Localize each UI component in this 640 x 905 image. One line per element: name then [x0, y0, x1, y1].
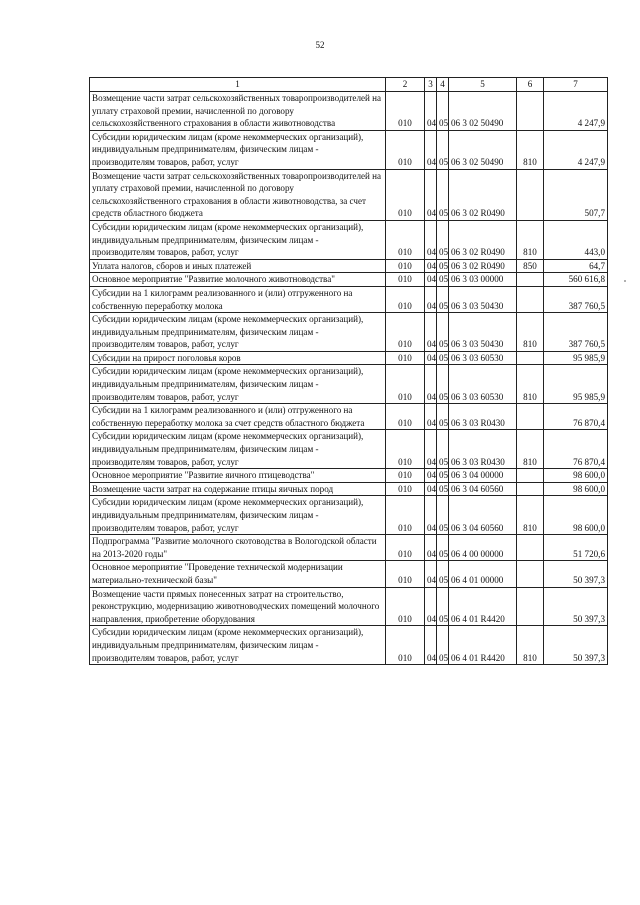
amount-cell: 387 760,5	[544, 286, 608, 312]
ministry-code-cell: 010	[386, 365, 425, 404]
name-cell: Субсидии юридическим лицам (кроме некоммерческих организаций), индивидуальным предпринимателям, физическим лицам - производителям товаров, работ, услуг	[90, 313, 386, 352]
ministry-code-cell: 010	[386, 626, 425, 665]
ministry-code-cell: 010	[386, 220, 425, 259]
target-article-cell: 06 3 04 60560	[449, 496, 517, 535]
amount-cell: 4 247,9	[544, 92, 608, 131]
expense-type-cell: 810	[517, 220, 544, 259]
subsection-cell: 05	[437, 130, 449, 169]
section-cell: 04	[425, 220, 437, 259]
target-article-cell: 06 3 02 R0490	[449, 259, 517, 273]
section-cell: 04	[425, 626, 437, 665]
target-article-cell: 06 3 04 00000	[449, 469, 517, 483]
amount-cell: 76 870,4	[544, 404, 608, 430]
ministry-code-cell: 010	[386, 535, 425, 561]
header-cell: 2	[386, 78, 425, 92]
table-row	[90, 273, 608, 287]
amount-cell: 98 600,0	[544, 469, 608, 483]
target-article-cell: 06 3 03 50430	[449, 313, 517, 352]
header-cell: 1	[90, 78, 386, 92]
expense-type-cell: 850	[517, 259, 544, 273]
expense-type-cell	[517, 92, 544, 131]
name-cell: Субсидии на прирост поголовья коров	[90, 351, 386, 365]
table-row	[90, 259, 608, 273]
expense-type-cell	[517, 169, 544, 220]
amount-cell: 50 397,3	[544, 587, 608, 626]
section-cell: 04	[425, 430, 437, 469]
name-cell: Основное мероприятие "Развитие молочного животноводства"	[90, 273, 386, 287]
name-cell: Возмещение части прямых понесенных затрат на строительство, реконструкцию, модернизацию животноводческих помещений молочного направления, приобретение оборудования	[90, 587, 386, 626]
expense-type-cell: 810	[517, 626, 544, 665]
ministry-code-cell: 010	[386, 351, 425, 365]
name-cell: Субсидии на 1 килограмм реализованного и (или) отгруженного на собственную переработку молока за счет средств областного бюджета	[90, 404, 386, 430]
name-cell: Субсидии юридическим лицам (кроме некоммерческих организаций), индивидуальным предпринимателям, физическим лицам - производителям товаров, работ, услуг	[90, 626, 386, 665]
expense-type-cell: 810	[517, 430, 544, 469]
expense-type-cell	[517, 561, 544, 587]
table-row	[90, 626, 608, 665]
amount-cell: 50 397,3	[544, 626, 608, 665]
subsection-cell: 05	[437, 220, 449, 259]
subsection-cell: 05	[437, 482, 449, 496]
expense-type-cell	[517, 469, 544, 483]
target-article-cell: 06 3 03 50430	[449, 286, 517, 312]
amount-cell: 387 760,5	[544, 313, 608, 352]
ministry-code-cell: 010	[386, 286, 425, 312]
table-row	[90, 561, 608, 587]
ministry-code-cell: 010	[386, 496, 425, 535]
ministry-code-cell: 010	[386, 587, 425, 626]
section-cell: 04	[425, 365, 437, 404]
ministry-code-cell: 010	[386, 469, 425, 483]
target-article-cell: 06 3 02 50490	[449, 130, 517, 169]
expense-type-cell	[517, 587, 544, 626]
section-cell: 04	[425, 273, 437, 287]
target-article-cell: 06 4 01 R4420	[449, 626, 517, 665]
table-row	[90, 535, 608, 561]
table-row	[90, 169, 608, 220]
section-cell: 04	[425, 286, 437, 312]
table-row	[90, 404, 608, 430]
expense-type-cell	[517, 482, 544, 496]
subsection-cell: 05	[437, 561, 449, 587]
subsection-cell: 05	[437, 404, 449, 430]
expense-type-cell: 810	[517, 313, 544, 352]
section-cell: 04	[425, 496, 437, 535]
header-row	[90, 78, 608, 92]
table-row	[90, 286, 608, 312]
ministry-code-cell: 010	[386, 130, 425, 169]
amount-cell: 95 985,9	[544, 365, 608, 404]
table-row	[90, 351, 608, 365]
name-cell: Возмещение части затрат сельскохозяйственных товаропроизводителей на уплату страховой премии, начисленной по договору сельскохозяйственного страхования в области животноводства	[90, 92, 386, 131]
expense-type-cell	[517, 351, 544, 365]
page-number: 52	[315, 40, 325, 50]
expense-type-cell	[517, 404, 544, 430]
expense-type-cell	[517, 273, 544, 287]
target-article-cell: 06 3 03 60530	[449, 351, 517, 365]
ministry-code-cell: 010	[386, 404, 425, 430]
name-cell: Субсидии юридическим лицам (кроме некоммерческих организаций), индивидуальным предпринимателям, физическим лицам - производителям товаров, работ, услуг	[90, 496, 386, 535]
amount-cell: 4 247,9	[544, 130, 608, 169]
budget-table	[89, 77, 608, 665]
target-article-cell: 06 4 00 00000	[449, 535, 517, 561]
target-article-cell: 06 3 03 R0430	[449, 404, 517, 430]
name-cell: Уплата налогов, сборов и иных платежей	[90, 259, 386, 273]
section-cell: 04	[425, 535, 437, 561]
target-article-cell: 06 4 01 00000	[449, 561, 517, 587]
header-cell: 6	[517, 78, 544, 92]
table-row	[90, 496, 608, 535]
section-cell: 04	[425, 92, 437, 131]
amount-cell: 50 397,3	[544, 561, 608, 587]
name-cell: Субсидии на 1 килограмм реализованного и (или) отгруженного на собственную переработку молока	[90, 286, 386, 312]
subsection-cell: 05	[437, 626, 449, 665]
ministry-code-cell: 010	[386, 92, 425, 131]
subsection-cell: 05	[437, 259, 449, 273]
table-row	[90, 92, 608, 131]
target-article-cell: 06 4 01 R4420	[449, 587, 517, 626]
section-cell: 04	[425, 482, 437, 496]
table-row	[90, 313, 608, 352]
subsection-cell: 05	[437, 286, 449, 312]
amount-cell: 560 616,8	[544, 273, 608, 287]
subsection-cell: 05	[437, 351, 449, 365]
expense-type-cell: 810	[517, 130, 544, 169]
target-article-cell: 06 3 02 R0490	[449, 169, 517, 220]
header-cell: 7	[544, 78, 608, 92]
section-cell: 04	[425, 169, 437, 220]
subsection-cell: 05	[437, 469, 449, 483]
section-cell: 04	[425, 130, 437, 169]
table-row	[90, 220, 608, 259]
name-cell: Субсидии юридическим лицам (кроме некоммерческих организаций), индивидуальным предпринимателям, физическим лицам - производителям товаров, работ, услуг	[90, 130, 386, 169]
section-cell: 04	[425, 587, 437, 626]
table-row	[90, 430, 608, 469]
amount-cell: 507,7	[544, 169, 608, 220]
name-cell: Субсидии юридическим лицам (кроме некоммерческих организаций), индивидуальным предпринимателям, физическим лицам - производителям товаров, работ, услуг	[90, 430, 386, 469]
target-article-cell: 06 3 03 R0430	[449, 430, 517, 469]
target-article-cell: 06 3 03 60530	[449, 365, 517, 404]
amount-cell: 64,7	[544, 259, 608, 273]
target-article-cell: 06 3 03 00000	[449, 273, 517, 287]
amount-cell: 51 720,6	[544, 535, 608, 561]
ministry-code-cell: 010	[386, 430, 425, 469]
expense-type-cell	[517, 535, 544, 561]
table-row	[90, 587, 608, 626]
subsection-cell: 05	[437, 273, 449, 287]
amount-cell: 76 870,4	[544, 430, 608, 469]
ministry-code-cell: 010	[386, 273, 425, 287]
table-row	[90, 469, 608, 483]
subsection-cell: 05	[437, 365, 449, 404]
name-cell: Возмещение части затрат сельскохозяйственных товаропроизводителей на уплату страховой премии, начисленной по договору сельскохозяйственного страхования в области животноводства, за счет средств областного бюджета	[90, 169, 386, 220]
scan-speck	[624, 280, 626, 282]
amount-cell: 443,0	[544, 220, 608, 259]
section-cell: 04	[425, 561, 437, 587]
header-cell: 3	[425, 78, 437, 92]
subsection-cell: 05	[437, 313, 449, 352]
header-cell: 4	[437, 78, 449, 92]
ministry-code-cell: 010	[386, 259, 425, 273]
table-header	[90, 78, 608, 92]
ministry-code-cell: 010	[386, 169, 425, 220]
table-row	[90, 130, 608, 169]
subsection-cell: 05	[437, 535, 449, 561]
expense-type-cell	[517, 286, 544, 312]
amount-cell: 98 600,0	[544, 482, 608, 496]
amount-cell: 95 985,9	[544, 351, 608, 365]
subsection-cell: 05	[437, 430, 449, 469]
table-body	[90, 92, 608, 665]
name-cell: Субсидии юридическим лицам (кроме некоммерческих организаций), индивидуальным предпринимателям, физическим лицам - производителям товаров, работ, услуг	[90, 365, 386, 404]
header-cell: 5	[449, 78, 517, 92]
section-cell: 04	[425, 351, 437, 365]
name-cell: Основное мероприятие "Проведение технической модернизации материально-технической базы"	[90, 561, 386, 587]
target-article-cell: 06 3 02 50490	[449, 92, 517, 131]
subsection-cell: 05	[437, 587, 449, 626]
expense-type-cell: 810	[517, 496, 544, 535]
section-cell: 04	[425, 469, 437, 483]
name-cell: Основное мероприятие "Развитие яичного птицеводства"	[90, 469, 386, 483]
target-article-cell: 06 3 04 60560	[449, 482, 517, 496]
expense-type-cell: 810	[517, 365, 544, 404]
subsection-cell: 05	[437, 92, 449, 131]
section-cell: 04	[425, 404, 437, 430]
section-cell: 04	[425, 259, 437, 273]
subsection-cell: 05	[437, 496, 449, 535]
name-cell: Возмещение части затрат на содержание птицы яичных пород	[90, 482, 386, 496]
name-cell: Субсидии юридическим лицам (кроме некоммерческих организаций), индивидуальным предпринимателям, физическим лицам - производителям товаров, работ, услуг	[90, 220, 386, 259]
ministry-code-cell: 010	[386, 313, 425, 352]
table-row	[90, 482, 608, 496]
amount-cell: 98 600,0	[544, 496, 608, 535]
ministry-code-cell: 010	[386, 561, 425, 587]
subsection-cell: 05	[437, 169, 449, 220]
target-article-cell: 06 3 02 R0490	[449, 220, 517, 259]
table-row	[90, 365, 608, 404]
ministry-code-cell: 010	[386, 482, 425, 496]
name-cell: Подпрограмма "Развитие молочного скотоводства в Вологодской области на 2013-2020 годы"	[90, 535, 386, 561]
section-cell: 04	[425, 313, 437, 352]
